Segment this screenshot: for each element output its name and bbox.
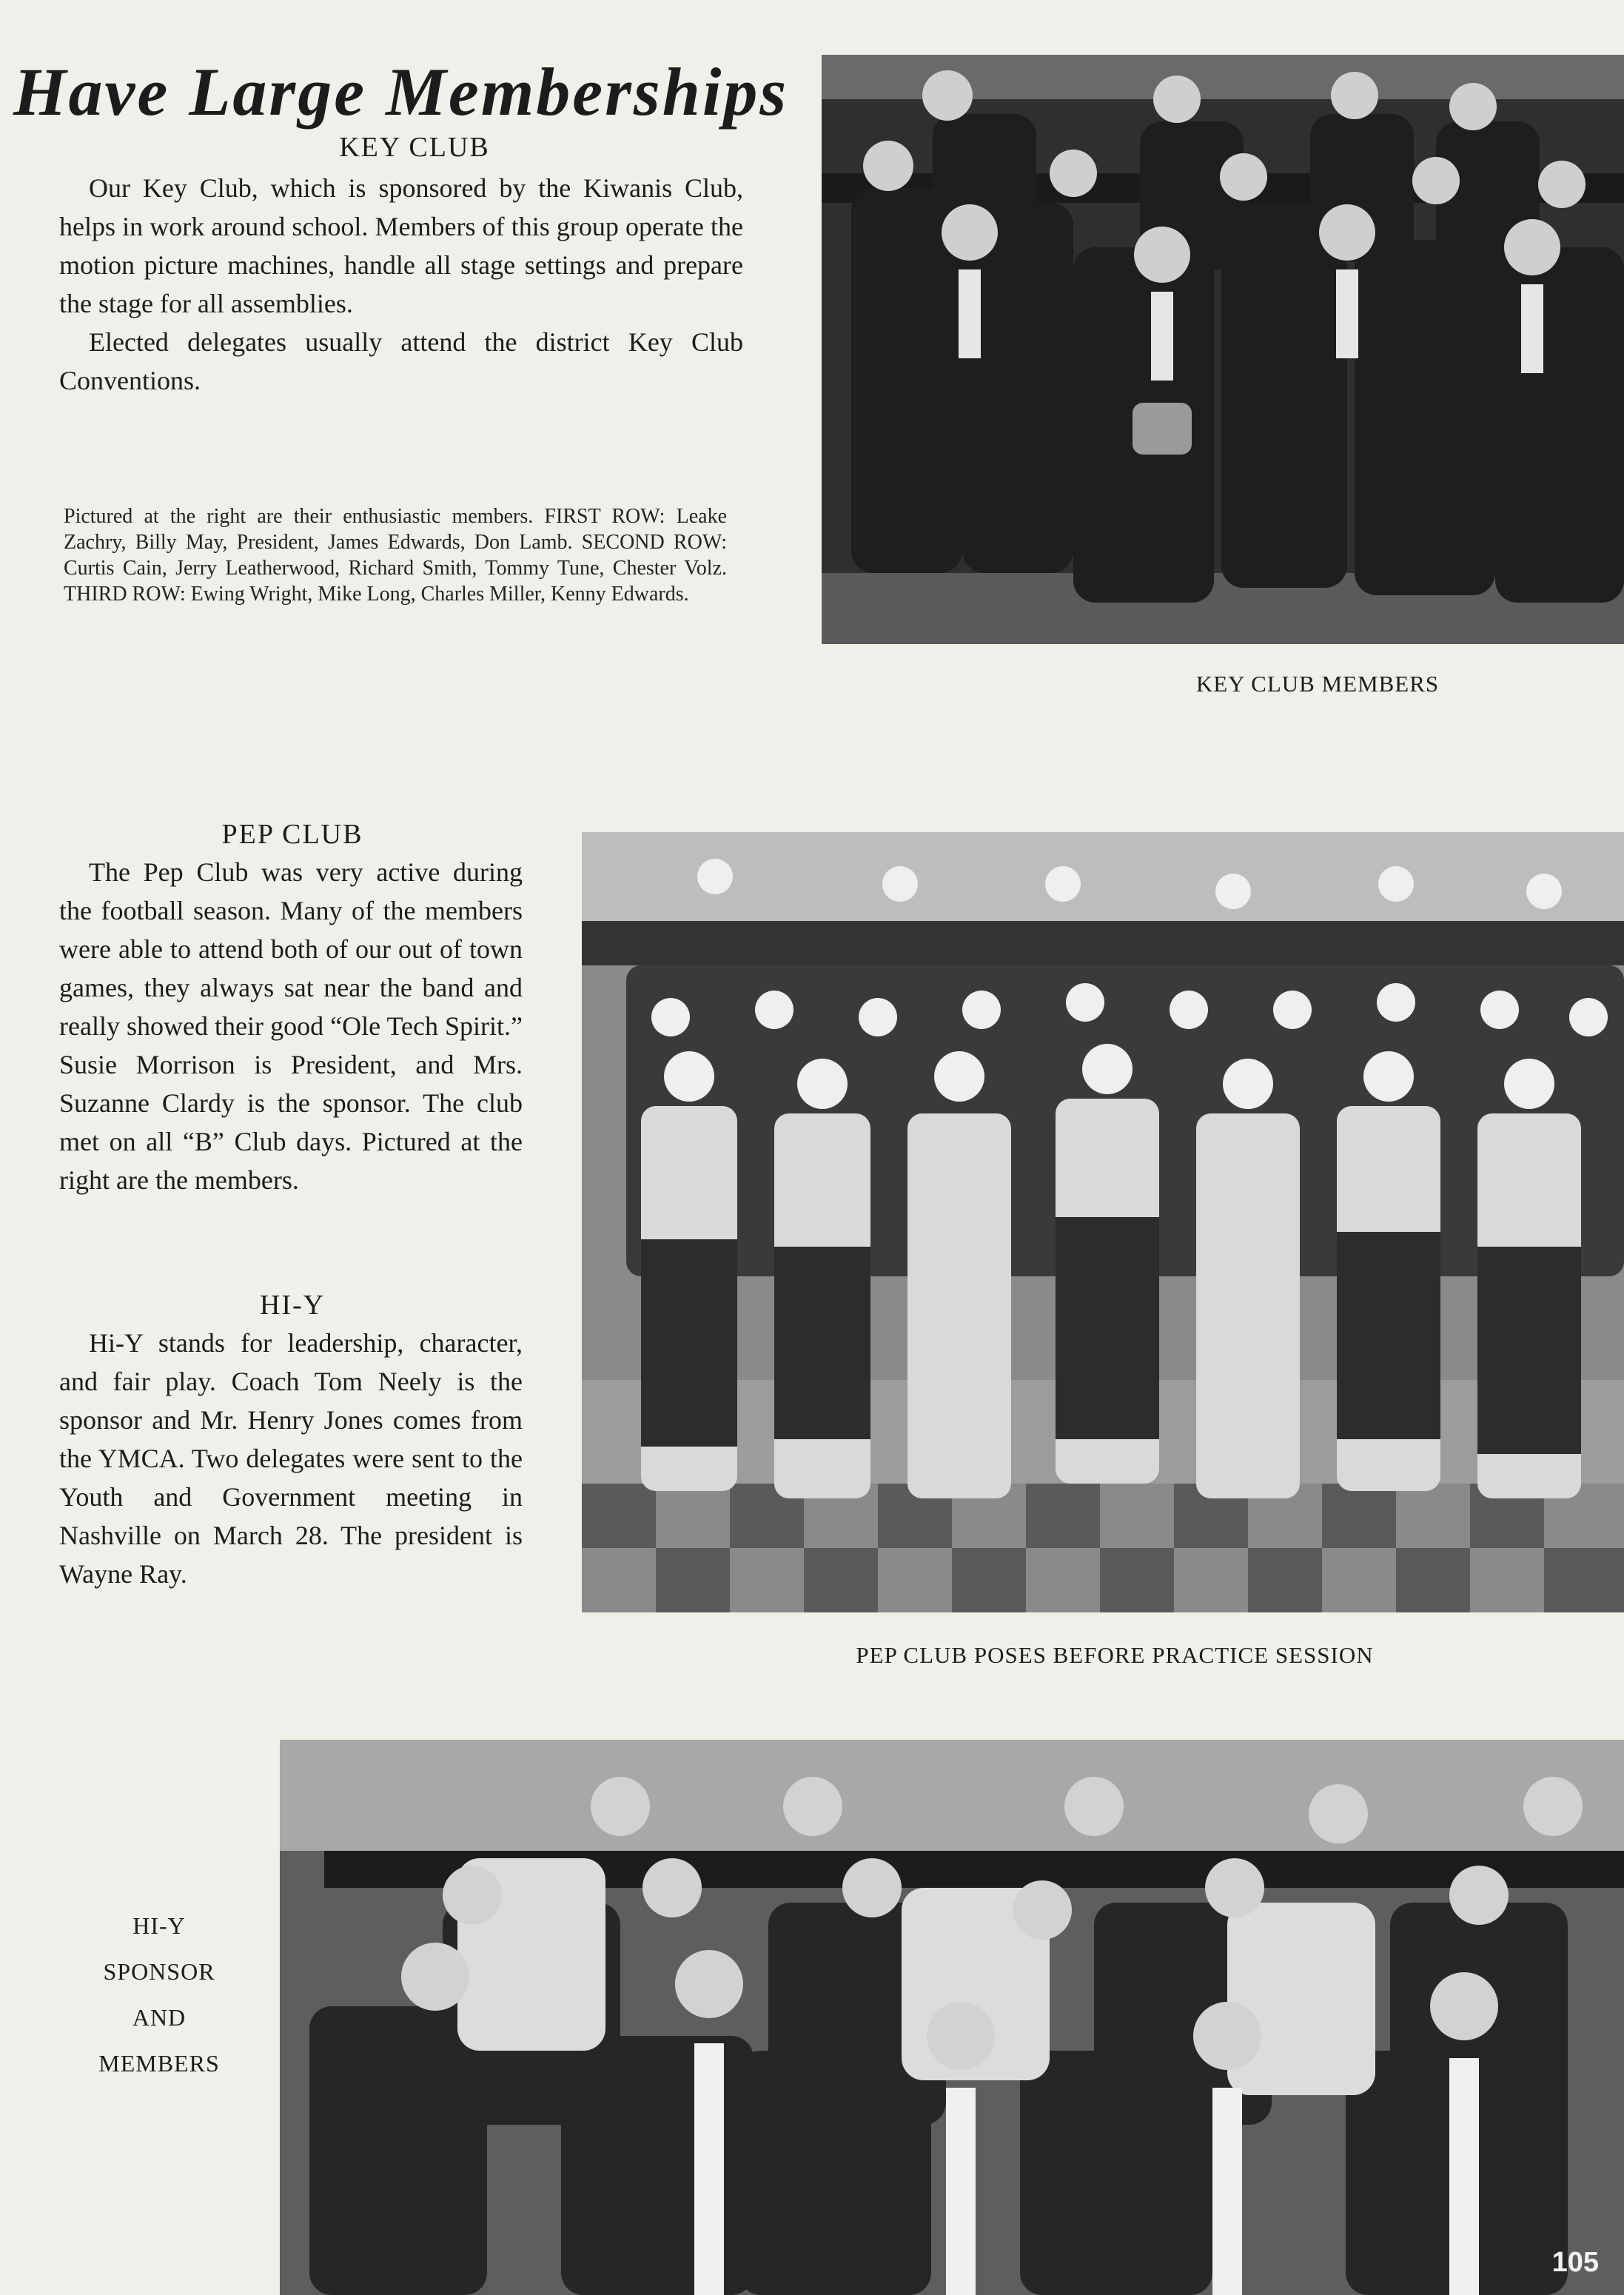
page-number: 105 (1551, 2247, 1599, 2278)
key-club-body (59, 169, 743, 400)
hi-y-caption-line-1: HI-Y (132, 1912, 186, 1939)
hi-y-caption-line-2: SPONSOR (103, 1958, 215, 1985)
page-headline: Have Large Memberships (13, 54, 789, 130)
pep-club-paragraph: The Pep Club was very active during the football season. Many of the members were able to attend both of our out of town games, they always sat near the band and really showed their good “Ole Tech Spirit.” Susie Morrison is President, and Mrs. Suzanne Clardy is the sponsor. The club met on all “B” Club days. Pictured at the right are the members. (59, 857, 523, 1195)
key-club-paragraph-1: Our Key Club, which is sponsored by the Kiwanis Club, helps in work around school. Members of this group operate the motion picture machines, handle all stage settings and prepare the stage for all assemblies. (59, 173, 743, 318)
pep-club-photo-caption: PEP CLUB POSES BEFORE PRACTICE SESSION (856, 1642, 1374, 1668)
hi-y-photo (280, 1740, 1624, 2295)
hi-y-body (59, 1324, 523, 1593)
pep-club-title: PEP CLUB (221, 819, 363, 850)
hi-y-paragraph: Hi-Y stands for leadership, character, and fair play. Coach Tom Neely is the sponsor and Mr. Henry Jones comes from the YMCA. Two delegates were sent to the Youth and Government meeting in Nashville on March 28. The president is Wayne Ray. (59, 1328, 523, 1589)
key-club-title: KEY CLUB (339, 132, 490, 163)
pep-club-body (59, 853, 523, 1199)
key-club-photo-caption: KEY CLUB MEMBERS (1195, 671, 1440, 697)
hi-y-title: HI-Y (259, 1290, 326, 1321)
hi-y-photo-caption (74, 1903, 244, 2086)
key-club-members-caption: Pictured at the right are their enthusiastic members. FIRST ROW: Leake Zachry, Billy May, President, James Edwards, Don Lamb. SECOND ROW: Curtis Cain, Jerry Leatherwood, Richard Smith, Tommy Tune, Chester Volz. THIRD ROW: Ewing Wright, Mike Long, Charles Miller, Kenny Edwards. (64, 505, 727, 606)
key-club-photo (822, 55, 1624, 644)
hi-y-caption-line-3: AND (132, 2004, 187, 2031)
pep-club-photo (582, 832, 1624, 1612)
key-club-paragraph-2: Elected delegates usually attend the district Key Club Conventions. (59, 327, 743, 395)
hi-y-caption-line-4: MEMBERS (98, 2050, 220, 2077)
